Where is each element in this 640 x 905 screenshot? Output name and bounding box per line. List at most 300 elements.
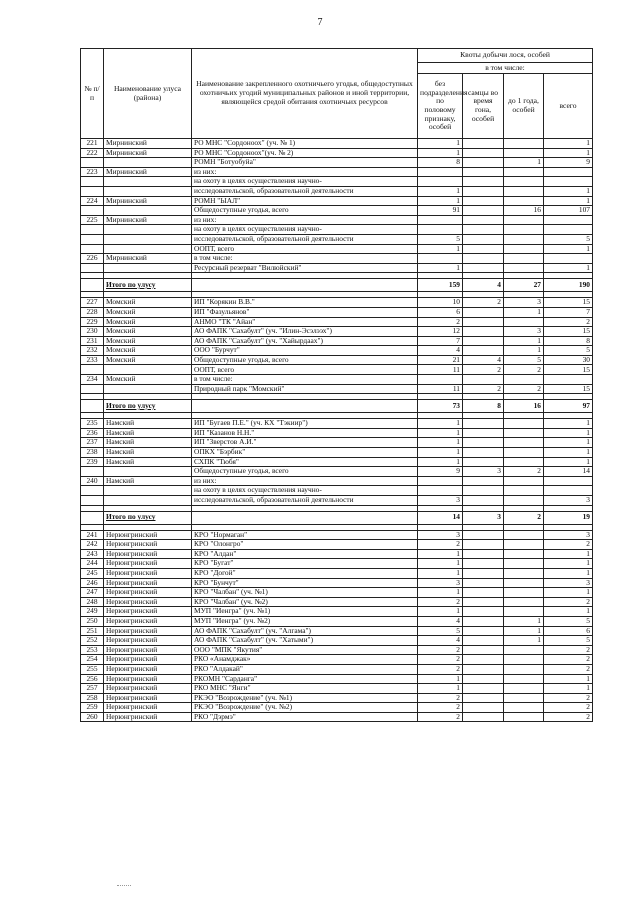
district-cell: Намский bbox=[104, 419, 192, 429]
quota-no-division-cell: 1 bbox=[418, 588, 463, 598]
district-cell: Намский bbox=[104, 448, 192, 458]
table-row bbox=[81, 254, 593, 264]
row-number-cell bbox=[81, 384, 104, 394]
row-number-cell: 228 bbox=[81, 307, 104, 317]
quota-males-cell bbox=[463, 234, 504, 244]
district-cell: Нерюнгринский bbox=[104, 607, 192, 617]
quota-total-cell: 1 bbox=[544, 588, 593, 598]
row-number-cell: 226 bbox=[81, 254, 104, 264]
row-number-cell: 250 bbox=[81, 616, 104, 626]
table-row bbox=[81, 530, 593, 540]
quota-young-cell bbox=[504, 607, 544, 617]
col-district-header: Наименование улуса (района) bbox=[104, 49, 192, 139]
empty-cell bbox=[192, 279, 418, 292]
quota-young-cell bbox=[504, 578, 544, 588]
quota-young-cell bbox=[504, 693, 544, 703]
quota-total-cell bbox=[544, 476, 593, 486]
district-cell: Момский bbox=[104, 317, 192, 327]
quota-young-cell bbox=[504, 664, 544, 674]
page-number: 7 bbox=[317, 17, 323, 28]
quota-young-cell bbox=[504, 186, 544, 196]
row-number-cell: 246 bbox=[81, 578, 104, 588]
hunting-area-cell: КРО "Чалбан" (уч. №1) bbox=[192, 588, 418, 598]
quota-total-cell: 2 bbox=[544, 540, 593, 550]
table-row bbox=[81, 568, 593, 578]
row-number-cell: 255 bbox=[81, 664, 104, 674]
quota-total-cell: 5 bbox=[544, 636, 593, 646]
quota-males-cell bbox=[463, 196, 504, 206]
quota-males-cell bbox=[463, 307, 504, 317]
row-number-cell: 244 bbox=[81, 559, 104, 569]
table-row bbox=[81, 317, 593, 327]
district-cell: Мирнинский bbox=[104, 254, 192, 264]
hunting-area-cell: ИП "Бугаев П.Е." (уч. КХ "Тэкиир") bbox=[192, 419, 418, 429]
district-cell bbox=[104, 186, 192, 196]
row-number-cell: 227 bbox=[81, 298, 104, 308]
row-number-cell: 230 bbox=[81, 327, 104, 337]
table-row bbox=[81, 384, 593, 394]
district-cell bbox=[104, 486, 192, 496]
quota-total-cell bbox=[544, 486, 593, 496]
quota-no-division-cell: 3 bbox=[418, 530, 463, 540]
hunting-area-cell: ООПТ, всего bbox=[192, 365, 418, 375]
empty-cell bbox=[81, 400, 104, 413]
quota-total-cell: 2 bbox=[544, 693, 593, 703]
hunting-area-cell: КРО "Олонгро" bbox=[192, 540, 418, 550]
quota-young-cell bbox=[504, 244, 544, 254]
hunting-area-cell: ИП "Корякин В.В." bbox=[192, 298, 418, 308]
quota-no-division-cell: 2 bbox=[418, 540, 463, 550]
quota-males-cell bbox=[463, 317, 504, 327]
quota-no-division-cell: 1 bbox=[418, 674, 463, 684]
quota-total-cell: 1 bbox=[544, 559, 593, 569]
district-cell: Нерюнгринский bbox=[104, 645, 192, 655]
quota-males-cell: 4 bbox=[463, 279, 504, 292]
quota-young-cell: 27 bbox=[504, 279, 544, 292]
row-number-cell bbox=[81, 263, 104, 273]
district-cell: Нерюнгринский bbox=[104, 684, 192, 694]
quota-young-cell bbox=[504, 263, 544, 273]
hunting-area-cell: ООО "Бурчут" bbox=[192, 346, 418, 356]
district-cell: Нерюнгринский bbox=[104, 712, 192, 722]
table-row bbox=[81, 457, 593, 467]
quota-total-cell bbox=[544, 225, 593, 235]
quota-no-division-cell: 1 bbox=[418, 186, 463, 196]
quota-young-cell bbox=[504, 530, 544, 540]
quota-total-cell: 2 bbox=[544, 712, 593, 722]
hunting-area-cell: ОПКХ "Бэрбик" bbox=[192, 448, 418, 458]
moose-quota-table bbox=[80, 48, 593, 722]
quota-total-cell: 2 bbox=[544, 664, 593, 674]
hunting-area-cell: Общедоступные угодья, всего bbox=[192, 355, 418, 365]
row-number-cell: 231 bbox=[81, 336, 104, 346]
quota-young-cell: 2 bbox=[504, 511, 544, 524]
hunting-area-cell: АНМО "ТК "Айан" bbox=[192, 317, 418, 327]
quota-young-cell: 2 bbox=[504, 365, 544, 375]
table-row bbox=[81, 139, 593, 149]
hunting-area-cell: в том числе: bbox=[192, 254, 418, 264]
quota-no-division-cell: 6 bbox=[418, 307, 463, 317]
quota-young-cell bbox=[504, 375, 544, 385]
quota-no-division-cell: 2 bbox=[418, 597, 463, 607]
hunting-area-cell: на охоту в целях осуществления научно- bbox=[192, 225, 418, 235]
quota-young-cell bbox=[504, 419, 544, 429]
quota-young-cell: 1 bbox=[504, 336, 544, 346]
table-row bbox=[81, 355, 593, 365]
table-row bbox=[81, 365, 593, 375]
quota-no-division-cell: 1 bbox=[418, 457, 463, 467]
quota-young-cell bbox=[504, 177, 544, 187]
quota-total-cell: 1 bbox=[544, 196, 593, 206]
quota-males-cell bbox=[463, 664, 504, 674]
quota-no-division-cell: 4 bbox=[418, 616, 463, 626]
quota-males-cell: 4 bbox=[463, 355, 504, 365]
quota-no-division-cell: 1 bbox=[418, 607, 463, 617]
table-row bbox=[81, 655, 593, 665]
quota-males-cell bbox=[463, 139, 504, 149]
quota-total-cell: 3 bbox=[544, 496, 593, 506]
row-number-cell: 229 bbox=[81, 317, 104, 327]
row-number-cell: 223 bbox=[81, 167, 104, 177]
district-cell: Нерюнгринский bbox=[104, 530, 192, 540]
district-cell: Мирнинский bbox=[104, 215, 192, 225]
quota-no-division-cell: 2 bbox=[418, 664, 463, 674]
quota-males-cell bbox=[463, 225, 504, 235]
district-cell: Мирнинский bbox=[104, 139, 192, 149]
hunting-area-cell: АО ФАПК "Сахабулт" (уч. "Хайырдаах") bbox=[192, 336, 418, 346]
quota-males-cell bbox=[463, 559, 504, 569]
quota-young-cell bbox=[504, 559, 544, 569]
quota-total-cell: 14 bbox=[544, 467, 593, 477]
quota-no-division-cell: 4 bbox=[418, 636, 463, 646]
table-row bbox=[81, 167, 593, 177]
row-number-cell: 252 bbox=[81, 636, 104, 646]
quota-males-cell bbox=[463, 645, 504, 655]
table-row bbox=[81, 158, 593, 168]
quota-males-cell bbox=[463, 215, 504, 225]
hunting-area-cell: КРО "Нормаган" bbox=[192, 530, 418, 540]
district-cell: Мирнинский bbox=[104, 196, 192, 206]
district-cell bbox=[104, 206, 192, 216]
row-number-cell: 237 bbox=[81, 438, 104, 448]
quota-males-cell: 2 bbox=[463, 298, 504, 308]
quota-males-cell bbox=[463, 327, 504, 337]
quota-no-division-cell: 91 bbox=[418, 206, 463, 216]
district-cell: Нерюнгринский bbox=[104, 578, 192, 588]
quota-males-cell bbox=[463, 578, 504, 588]
quota-no-division-cell: 73 bbox=[418, 400, 463, 413]
empty-cell bbox=[81, 279, 104, 292]
quota-no-division-cell: 1 bbox=[418, 419, 463, 429]
quota-sub-header: в том числе: bbox=[418, 63, 593, 74]
quota-young-cell bbox=[504, 540, 544, 550]
hunting-area-cell: на охоту в целях осуществления научно- bbox=[192, 486, 418, 496]
hunting-area-cell: МУП "Иенгра" (уч. №1) bbox=[192, 607, 418, 617]
hunting-area-cell: РКО "Дэрмэ" bbox=[192, 712, 418, 722]
table-row bbox=[81, 298, 593, 308]
quota-young-cell bbox=[504, 674, 544, 684]
quota-no-division-cell: 1 bbox=[418, 559, 463, 569]
quota-young-cell bbox=[504, 712, 544, 722]
hunting-area-cell: на охоту в целях осуществления научно- bbox=[192, 177, 418, 187]
district-cell: Нерюнгринский bbox=[104, 597, 192, 607]
quota-young-cell: 16 bbox=[504, 400, 544, 413]
quota-no-division-cell bbox=[418, 375, 463, 385]
table-row bbox=[81, 496, 593, 506]
quota-males-cell bbox=[463, 419, 504, 429]
hunting-area-cell: РКО «Анамджак» bbox=[192, 655, 418, 665]
row-number-cell bbox=[81, 225, 104, 235]
quota-total-cell: 2 bbox=[544, 597, 593, 607]
subtotal-label: Итого по улусу bbox=[104, 400, 192, 413]
quota-total-cell: 5 bbox=[544, 616, 593, 626]
quota-total-cell: 97 bbox=[544, 400, 593, 413]
quota-total-cell: 2 bbox=[544, 703, 593, 713]
quota-young-cell bbox=[504, 588, 544, 598]
district-cell: Момский bbox=[104, 327, 192, 337]
row-number-cell bbox=[81, 158, 104, 168]
district-cell: Момский bbox=[104, 346, 192, 356]
district-cell: Нерюнгринский bbox=[104, 559, 192, 569]
quota-males-cell: 2 bbox=[463, 365, 504, 375]
row-number-cell: 234 bbox=[81, 375, 104, 385]
table-row bbox=[81, 419, 593, 429]
quota-young-cell: 3 bbox=[504, 327, 544, 337]
district-cell: Нерюнгринский bbox=[104, 549, 192, 559]
hunting-area-cell: в том числе: bbox=[192, 375, 418, 385]
quota-young-cell bbox=[504, 254, 544, 264]
quota-total-cell: 19 bbox=[544, 511, 593, 524]
district-cell: Момский bbox=[104, 355, 192, 365]
quota-no-division-cell: 1 bbox=[418, 448, 463, 458]
row-number-cell: 247 bbox=[81, 588, 104, 598]
quota-young-cell bbox=[504, 703, 544, 713]
table-row bbox=[81, 712, 593, 722]
row-number-cell: 242 bbox=[81, 540, 104, 550]
quota-males-cell bbox=[463, 597, 504, 607]
district-cell: Нерюнгринский bbox=[104, 568, 192, 578]
quota-total-cell bbox=[544, 375, 593, 385]
district-cell bbox=[104, 467, 192, 477]
quota-no-division-cell: 1 bbox=[418, 428, 463, 438]
quota-males-cell bbox=[463, 568, 504, 578]
table-row bbox=[81, 206, 593, 216]
quota-males-cell bbox=[463, 616, 504, 626]
quota-no-division-cell bbox=[418, 254, 463, 264]
hunting-area-cell: Природный парк "Момский" bbox=[192, 384, 418, 394]
subtotal-label: Итого по улусу bbox=[104, 279, 192, 292]
table-row bbox=[81, 186, 593, 196]
district-cell: Момский bbox=[104, 298, 192, 308]
quota-total-cell bbox=[544, 215, 593, 225]
district-cell: Момский bbox=[104, 307, 192, 317]
table-row bbox=[81, 225, 593, 235]
quota-no-division-cell: 12 bbox=[418, 327, 463, 337]
quota-no-division-cell: 5 bbox=[418, 234, 463, 244]
quota-total-cell: 1 bbox=[544, 448, 593, 458]
table-row bbox=[81, 616, 593, 626]
district-cell: Нерюнгринский bbox=[104, 588, 192, 598]
quota-total-cell: 3 bbox=[544, 578, 593, 588]
quota-young-cell: 1 bbox=[504, 307, 544, 317]
subtotal-row bbox=[81, 279, 593, 292]
row-number-cell: 225 bbox=[81, 215, 104, 225]
table-row bbox=[81, 428, 593, 438]
quota-total-cell: 1 bbox=[544, 607, 593, 617]
quota-males-cell bbox=[463, 428, 504, 438]
quota-young-cell: 1 bbox=[504, 616, 544, 626]
empty-cell bbox=[192, 511, 418, 524]
table-row bbox=[81, 148, 593, 158]
hunting-area-cell: СХПК "Тюбя" bbox=[192, 457, 418, 467]
quota-males-cell bbox=[463, 712, 504, 722]
quota-males-cell bbox=[463, 336, 504, 346]
quota-males-cell bbox=[463, 588, 504, 598]
quota-males-cell bbox=[463, 177, 504, 187]
row-number-cell bbox=[81, 496, 104, 506]
quota-no-division-cell: 21 bbox=[418, 355, 463, 365]
quota-no-division-cell: 2 bbox=[418, 645, 463, 655]
quota-no-division-cell: 1 bbox=[418, 549, 463, 559]
col-area-header: Наименование закрепленного охотничьего угодья, общедоступных охотничьих угодий муниципальных районов и иной территории, являющейся средой обитания охотничьих ресурсов bbox=[192, 49, 418, 139]
col-no-division-header: без подразделения по половому признаку, особей bbox=[418, 74, 463, 139]
table-row bbox=[81, 674, 593, 684]
quota-males-cell bbox=[463, 540, 504, 550]
quota-no-division-cell bbox=[418, 167, 463, 177]
district-cell: Момский bbox=[104, 375, 192, 385]
quota-young-cell bbox=[504, 496, 544, 506]
row-number-cell: 239 bbox=[81, 457, 104, 467]
district-cell: Нерюнгринский bbox=[104, 664, 192, 674]
quota-no-division-cell bbox=[418, 476, 463, 486]
row-number-cell: 233 bbox=[81, 355, 104, 365]
table-row bbox=[81, 626, 593, 636]
quota-males-cell: 8 bbox=[463, 400, 504, 413]
hunting-area-cell: Общедоступные угодья, всего bbox=[192, 467, 418, 477]
row-number-cell: 258 bbox=[81, 693, 104, 703]
quota-young-cell: 16 bbox=[504, 206, 544, 216]
quota-no-division-cell: 1 bbox=[418, 568, 463, 578]
quota-young-cell bbox=[504, 139, 544, 149]
hunting-area-cell: РКЭО "Возрождение" (уч. №1) bbox=[192, 693, 418, 703]
district-cell bbox=[104, 234, 192, 244]
quota-males-cell: 2 bbox=[463, 384, 504, 394]
quota-total-cell bbox=[544, 177, 593, 187]
table-row bbox=[81, 263, 593, 273]
row-number-cell: 245 bbox=[81, 568, 104, 578]
quota-total-cell: 1 bbox=[544, 148, 593, 158]
district-cell bbox=[104, 158, 192, 168]
district-cell bbox=[104, 225, 192, 235]
quota-no-division-cell: 2 bbox=[418, 655, 463, 665]
district-cell: Нерюнгринский bbox=[104, 540, 192, 550]
table-row bbox=[81, 327, 593, 337]
district-cell: Намский bbox=[104, 457, 192, 467]
quota-males-cell bbox=[463, 148, 504, 158]
quota-no-division-cell: 1 bbox=[418, 263, 463, 273]
row-number-cell bbox=[81, 186, 104, 196]
hunting-area-cell: КРО "Бугат" bbox=[192, 559, 418, 569]
quota-males-cell: 3 bbox=[463, 511, 504, 524]
table-row bbox=[81, 448, 593, 458]
row-number-cell: 222 bbox=[81, 148, 104, 158]
hunting-area-cell: РОМН "ЫАЛ" bbox=[192, 196, 418, 206]
table-row bbox=[81, 476, 593, 486]
hunting-area-cell: из них: bbox=[192, 476, 418, 486]
quota-total-cell: 15 bbox=[544, 327, 593, 337]
quota-males-cell: 3 bbox=[463, 467, 504, 477]
subtotal-label: Итого по улусу bbox=[104, 511, 192, 524]
table-row bbox=[81, 559, 593, 569]
quota-no-division-cell: 1 bbox=[418, 244, 463, 254]
quota-young-cell bbox=[504, 448, 544, 458]
quota-young-cell: 5 bbox=[504, 355, 544, 365]
quota-no-division-cell: 14 bbox=[418, 511, 463, 524]
quota-males-cell bbox=[463, 703, 504, 713]
row-number-cell: 236 bbox=[81, 428, 104, 438]
hunting-area-cell: РКО "Алдакай" bbox=[192, 664, 418, 674]
hunting-area-cell: из них: bbox=[192, 167, 418, 177]
table-row bbox=[81, 438, 593, 448]
table-row bbox=[81, 645, 593, 655]
quota-young-cell bbox=[504, 225, 544, 235]
subtotal-row bbox=[81, 400, 593, 413]
quota-males-cell bbox=[463, 636, 504, 646]
quota-total-cell: 15 bbox=[544, 298, 593, 308]
quota-males-cell bbox=[463, 346, 504, 356]
quota-no-division-cell: 1 bbox=[418, 438, 463, 448]
table-row bbox=[81, 549, 593, 559]
quota-no-division-cell: 2 bbox=[418, 693, 463, 703]
quota-no-division-cell: 159 bbox=[418, 279, 463, 292]
quota-young-cell bbox=[504, 684, 544, 694]
col-males-header: самцы во время гона, особей bbox=[463, 74, 504, 139]
quota-young-cell: 1 bbox=[504, 636, 544, 646]
district-cell bbox=[104, 496, 192, 506]
row-number-cell bbox=[81, 206, 104, 216]
quota-total-cell: 2 bbox=[544, 317, 593, 327]
quota-males-cell bbox=[463, 167, 504, 177]
district-cell: Нерюнгринский bbox=[104, 693, 192, 703]
hunting-area-cell: КРО "Алдан" bbox=[192, 549, 418, 559]
table-row bbox=[81, 588, 593, 598]
quota-young-cell bbox=[504, 655, 544, 665]
quota-males-cell bbox=[463, 549, 504, 559]
quota-males-cell bbox=[463, 607, 504, 617]
quota-males-cell bbox=[463, 476, 504, 486]
hunting-area-cell: Ресурсный резерват "Вилюйский" bbox=[192, 263, 418, 273]
quota-title-header: Квоты добычи лося, особей bbox=[418, 49, 593, 63]
quota-no-division-cell: 1 bbox=[418, 684, 463, 694]
quota-no-division-cell: 4 bbox=[418, 346, 463, 356]
row-number-cell: 260 bbox=[81, 712, 104, 722]
quota-no-division-cell bbox=[418, 215, 463, 225]
quota-total-cell: 1 bbox=[544, 674, 593, 684]
hunting-area-cell: АО ФАПК "Сахабулт" (уч. "Илин-Эсэлээх") bbox=[192, 327, 418, 337]
district-cell: Мирнинский bbox=[104, 148, 192, 158]
quota-males-cell bbox=[463, 626, 504, 636]
quota-males-cell bbox=[463, 486, 504, 496]
col-young-header: до 1 года, особей bbox=[504, 74, 544, 139]
table-row bbox=[81, 375, 593, 385]
quota-no-division-cell: 8 bbox=[418, 158, 463, 168]
col-total-header: всего bbox=[544, 74, 593, 139]
quota-males-cell bbox=[463, 448, 504, 458]
quota-total-cell: 3 bbox=[544, 530, 593, 540]
quota-no-division-cell: 2 bbox=[418, 703, 463, 713]
row-number-cell: 232 bbox=[81, 346, 104, 356]
quota-no-division-cell: 2 bbox=[418, 317, 463, 327]
